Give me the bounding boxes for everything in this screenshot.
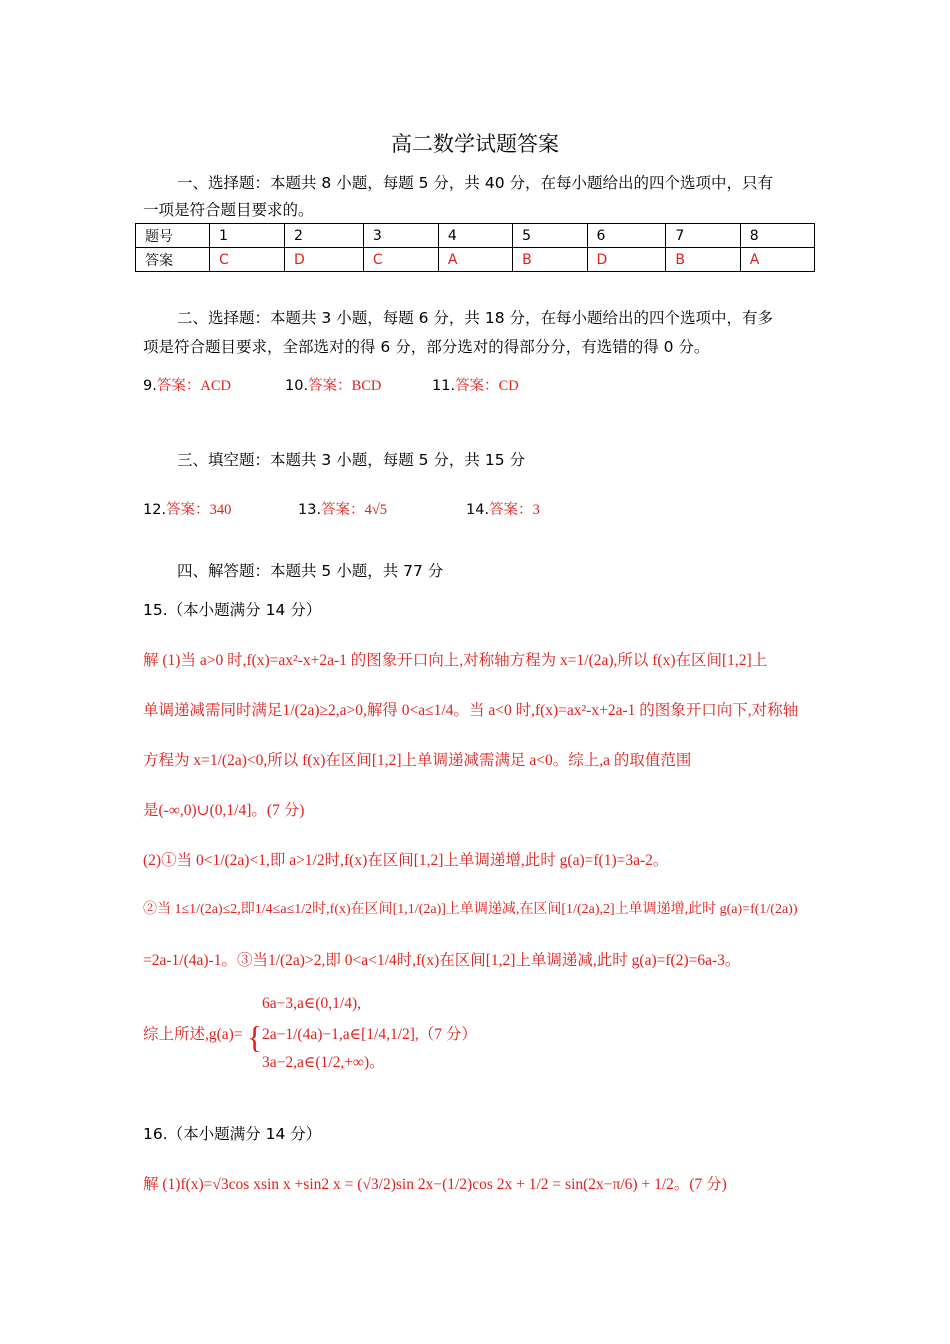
answer-table — [135, 223, 815, 272]
table-answer-cell: B — [513, 248, 587, 272]
q15-header: 15.（本小题满分 14 分） — [143, 601, 322, 619]
q15-line: 解 (1)当 a>0 时,f(x)=ax²-x+2a-1 的图象开口向上,对称轴方程为 x=1/(2a),所以 f(x)在区间[1,2]上 — [143, 652, 768, 669]
table-cell: 6 — [587, 224, 666, 248]
q15-summary-prefix: 综上所述,g(a)= — [143, 1026, 243, 1043]
brace-icon: { — [247, 1019, 263, 1055]
answer-11: 11.答案：CD — [432, 378, 519, 394]
table-cell: 5 — [513, 224, 587, 248]
q15-line: 单调递减需同时满足1/(2a)≥2,a>0,解得 0<a≤1/4。当 a<0 时,f(x)=ax²-x+2a-1 的图象开口向下,对称轴 — [143, 702, 799, 719]
table-cell: 2 — [285, 224, 364, 248]
q15-line: ②当 1≤1/(2a)≤2,即1/4≤a≤1/2时,f(x)在区间[1,1/(2a)]上单调递减,在区间[1/(2a),2]上单调递增,此时 g(a)=f(1/(2a)) — [143, 902, 798, 917]
q15-line: 是(-∞,0)∪(0,1/4]。(7 分) — [143, 802, 305, 819]
section2-line2: 项是符合题目要求，全部选对的得 6 分，部分选对的得部分分，有选错的得 0 分。 — [143, 338, 710, 356]
section2-line1: 二、选择题：本题共 3 小题，每题 6 分，共 18 分，在每小题给出的四个选项中，有多 — [177, 309, 774, 327]
q15-case: 2a−1/(4a)−1,a∈[1/4,1/2],（7 分） — [262, 1026, 477, 1043]
section3-line1: 三、填空题：本题共 3 小题，每题 5 分，共 15 分 — [177, 451, 526, 469]
answer-9: 9.答案：ACD — [143, 378, 231, 394]
table-answer-cell: B — [666, 248, 740, 272]
table-cell: 3 — [363, 224, 438, 248]
table-label-answer: 答案 — [136, 248, 210, 272]
table-answer-cell: C — [210, 248, 285, 272]
table-cell: 7 — [666, 224, 740, 248]
table-cell: 4 — [438, 224, 512, 248]
table-row-answers — [136, 248, 815, 272]
table-answer-cell: C — [363, 248, 438, 272]
section1-line1: 一、选择题：本题共 8 小题，每题 5 分，共 40 分，在每小题给出的四个选项中，只有 — [177, 174, 774, 192]
q16-header: 16.（本小题满分 14 分） — [143, 1125, 322, 1143]
q16-line: 解 (1)f(x)=√3cos xsin x +sin2 x = (√3/2)sin 2x−(1/2)cos 2x + 1/2 = sin(2x−π/6) + 1/2。(7 分) — [143, 1176, 727, 1193]
q15-line: (2)①当 0<1/(2a)<1,即 a>1/2时,f(x)在区间[1,2]上单调递增,此时 g(a)=f(1)=3a-2。 — [143, 852, 669, 869]
section1-line2: 一项是符合题目要求的。 — [143, 201, 314, 219]
q15-case: 3a−2,a∈(1/2,+∞)。 — [262, 1054, 385, 1071]
table-answer-cell: A — [740, 248, 814, 272]
q15-line: =2a-1/(4a)-1。③当1/(2a)>2,即 0<a<1/4时,f(x)在区间[1,2]上单调递减,此时 g(a)=f(2)=6a-3。 — [143, 952, 741, 969]
q15-line: 方程为 x=1/(2a)<0,所以 f(x)在区间[1,2]上单调递减需满足 a<0。综上,a 的取值范围 — [143, 752, 692, 769]
answer-10: 10.答案：BCD — [285, 378, 382, 394]
answer-12: 12.答案：340 — [143, 502, 232, 518]
page-title: 高二数学试题答案 — [391, 132, 559, 156]
answer-13: 13.答案：4√5 — [298, 502, 388, 518]
table-answer-cell: A — [438, 248, 512, 272]
table-label-number: 题号 — [136, 224, 210, 248]
table-answer-cell: D — [285, 248, 364, 272]
table-cell: 8 — [740, 224, 814, 248]
section4-line1: 四、解答题：本题共 5 小题，共 77 分 — [177, 562, 444, 580]
q15-case: 6a−3,a∈(0,1/4), — [262, 995, 361, 1012]
table-cell: 1 — [210, 224, 285, 248]
table-answer-cell: D — [587, 248, 666, 272]
answer-14: 14.答案：3 — [466, 502, 540, 518]
table-row-numbers — [136, 224, 815, 248]
